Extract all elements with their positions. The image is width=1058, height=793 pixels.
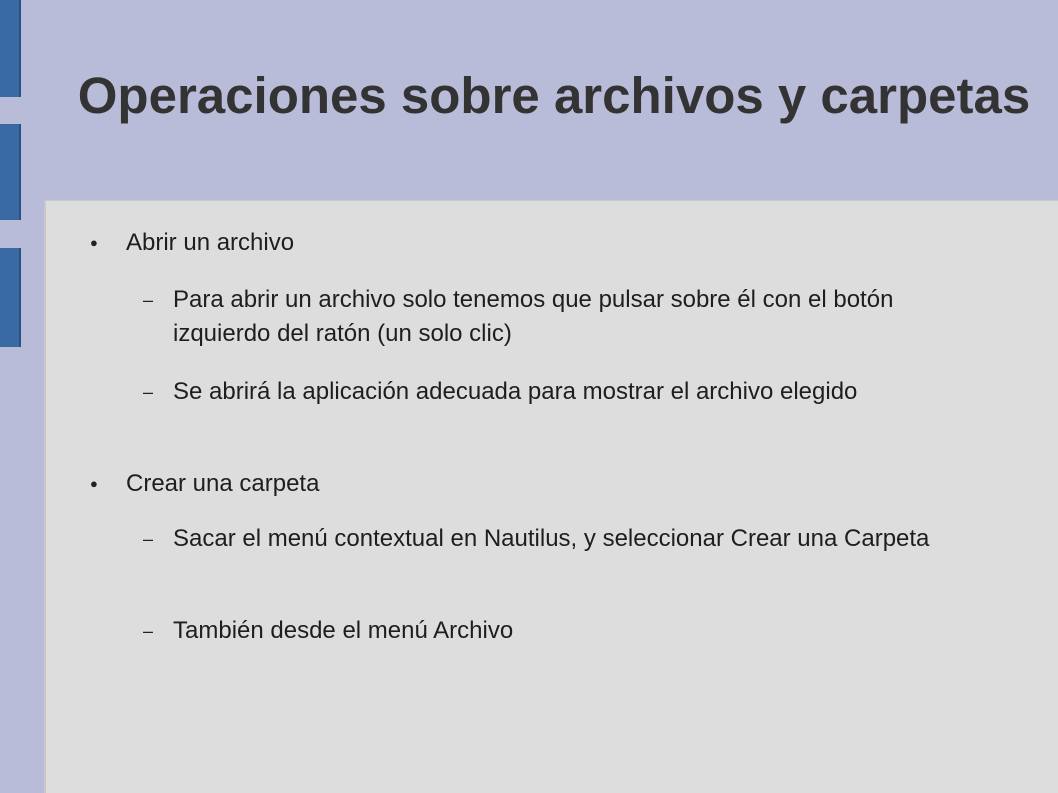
slide-content — [44, 200, 1058, 793]
list-item-label: Abrir un archivo — [126, 229, 295, 256]
side-tab-decoration — [0, 0, 21, 97]
list-item — [90, 226, 295, 260]
dash-icon: – — [143, 529, 154, 549]
side-tab-decoration — [0, 124, 21, 220]
sub-list-item — [143, 375, 993, 409]
sub-list-item — [143, 614, 993, 648]
bullet-icon: ● — [90, 476, 98, 491]
list-item-label: Crear una carpeta — [126, 470, 320, 497]
sub-list-item — [143, 283, 993, 351]
sub-list-item-text: Se abrirá la aplicación adecuada para mostrar el archivo elegido — [173, 378, 858, 405]
sub-list-item-text: También desde el menú Archivo — [173, 617, 514, 644]
dash-icon: – — [143, 290, 154, 310]
sub-list-item-text: Sacar el menú contextual en Nautilus, y seleccionar Crear una Carpeta — [173, 525, 930, 552]
list-item — [90, 467, 320, 501]
sub-list-item — [143, 522, 993, 556]
sub-list-item-text: Para abrir un archivo solo tenemos que pulsar sobre él con el botón izquierdo del ratón (un solo clic) — [173, 286, 894, 347]
dash-icon: – — [143, 621, 154, 641]
dash-icon: – — [143, 382, 154, 402]
bullet-icon: ● — [90, 235, 98, 250]
slide-title: Operaciones sobre archivos y carpetas — [77, 67, 1031, 124]
side-tab-decoration — [0, 248, 21, 347]
